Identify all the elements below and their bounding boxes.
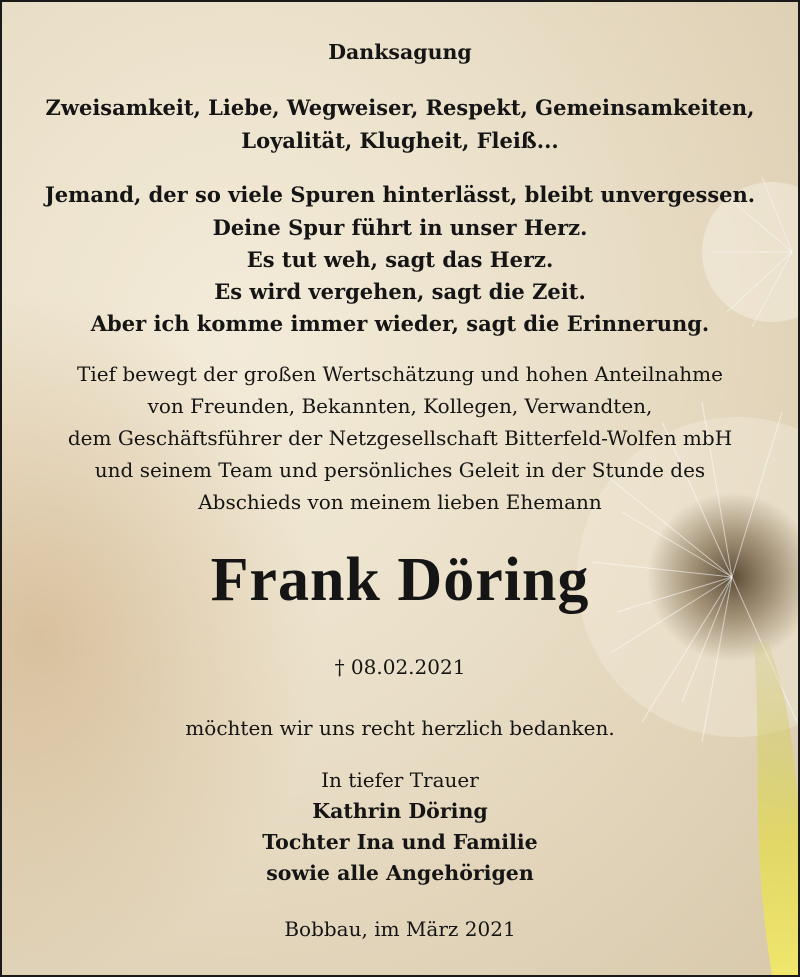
values-line-2: Loyalität, Klugheit, Fleiß... [241,128,559,153]
mourner-3: sowie alle Angehörigen [266,861,534,885]
mourner-1: Kathrin Döring [312,799,488,823]
thanks-closing: möchten wir uns recht herzlich bedanken. [185,716,615,740]
heading: Danksagung [328,40,472,64]
thanks-line-4: und seinem Team und persönliches Geleit in der Stunde des [94,458,706,482]
death-date: † 08.02.2021 [334,655,466,679]
place-date: Bobbau, im März 2021 [284,917,516,941]
thanks-line-3: dem Geschäftsführer der Netzgesellschaft Bitterfeld-Wolfen mbH [67,426,733,450]
values-line-1: Zweisamkeit, Liebe, Wegweiser, Respekt, Gemeinsamkeiten, [45,95,755,120]
mourner-2: Tochter Ina und Familie [262,830,538,854]
deceased-name: Frank Döring [210,546,590,614]
thanks-line-1: Tief bewegt der großen Wertschätzung und hohen Anteilnahme [77,362,723,386]
poem-line-5: Aber ich komme immer wieder, sagt die Erinnerung. [90,311,710,336]
thanks-line-5: Abschieds von meinem lieben Ehemann [198,490,602,514]
poem-line-2: Deine Spur führt in unser Herz. [212,215,588,240]
poem-line-4: Es wird vergehen, sagt die Zeit. [214,279,586,304]
thanks-line-2: von Freunden, Bekannten, Kollegen, Verwandten, [147,394,653,418]
poem-line-1: Jemand, der so viele Spuren hinterlässt, bleibt unvergessen. [44,182,756,207]
poem-line-3: Es tut weh, sagt das Herz. [246,247,554,272]
mourning-intro: In tiefer Trauer [321,768,479,792]
